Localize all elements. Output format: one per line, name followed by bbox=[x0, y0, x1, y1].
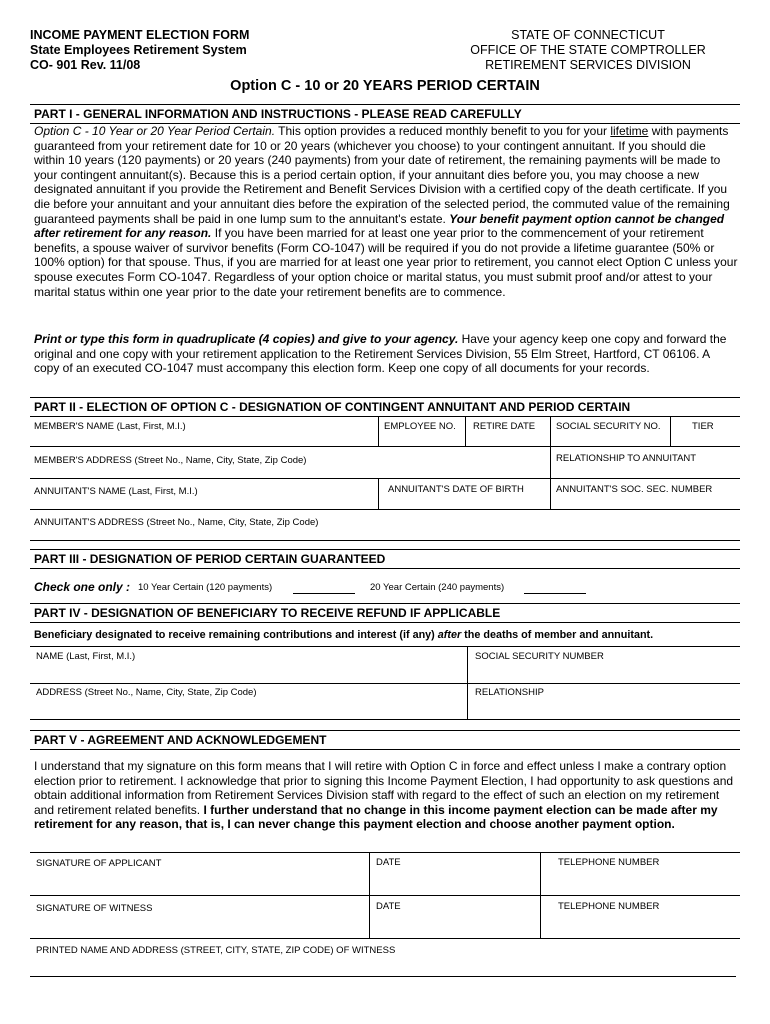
members-name-field[interactable]: MEMBER'S NAME (Last, First, M.I.) bbox=[34, 421, 186, 432]
form-id-block bbox=[30, 28, 249, 73]
part4-heading: PART IV - DESIGNATION OF BENEFICIARY TO RECEIVE REFUND IF APPLICABLE bbox=[30, 603, 740, 623]
check-one-label: Check one only : bbox=[34, 580, 131, 594]
annuitant-name-field[interactable]: ANNUITANT'S NAME (Last, First, M.I.) bbox=[34, 486, 198, 497]
beneficiary-text-a: Beneficiary designated to receive remaining contributions and interest (if any) bbox=[34, 629, 438, 641]
system-name: State Employees Retirement System bbox=[30, 43, 247, 57]
agreement-text-bold: I further understand that no change in this income payment election can be made after my retirement for any reason, that is, I can never change this payment election and choose another payment option. bbox=[34, 802, 718, 832]
option-c-lead: Option C - 10 Year or 20 Year Period Certain. bbox=[34, 124, 276, 138]
beneficiary-instruction bbox=[34, 629, 653, 641]
relationship-field[interactable]: RELATIONSHIP TO ANNUITANT bbox=[556, 453, 697, 464]
signature-witness-field[interactable]: SIGNATURE OF WITNESS bbox=[36, 903, 153, 914]
beneficiary-ssn-field[interactable]: SOCIAL SECURITY NUMBER bbox=[475, 651, 604, 662]
no-change-warning: Your benefit payment option cannot be changed after retirement for any reason. bbox=[34, 211, 725, 241]
part2-heading: PART II - ELECTION OF OPTION C - DESIGNATION OF CONTINGENT ANNUITANT AND PERIOD CERTAIN bbox=[30, 397, 740, 417]
annuitant-ssn-field[interactable]: ANNUITANT'S SOC. SEC. NUMBER bbox=[556, 484, 713, 495]
office-name: OFFICE OF THE STATE COMPTROLLER bbox=[470, 43, 706, 57]
p1-text-a: This option provides a reduced monthly benefit to you for your bbox=[275, 124, 611, 138]
telephone-applicant-field[interactable]: TELEPHONE NUMBER bbox=[558, 857, 660, 868]
option-10-year-blank[interactable] bbox=[293, 593, 355, 594]
members-address-field[interactable]: MEMBER'S ADDRESS (Street No., Name, City, State, Zip Code) bbox=[34, 455, 307, 466]
annuitant-dob-field[interactable]: ANNUITANT'S DATE OF BIRTH bbox=[388, 484, 524, 495]
option-20-year-label: 20 Year Certain (240 payments) bbox=[370, 582, 505, 593]
part1-paragraph-1 bbox=[34, 124, 738, 299]
part1-heading: PART I - GENERAL INFORMATION AND INSTRUCTIONS - PLEASE READ CAREFULLY bbox=[30, 104, 740, 124]
date-applicant-field[interactable]: DATE bbox=[376, 857, 401, 868]
p2-text: Have your agency keep one copy and forward the original and one copy with your retirement application to the Retirement Services Division, 55 Elm Street, Hartford, CT 06106. A copy of an executed CO-1047 must accompany this election form. Keep one copy of all documents for your records. bbox=[34, 332, 727, 376]
agreement-text bbox=[34, 759, 738, 832]
quadruplicate-instruction: Print or type this form in quadruplicate (4 copies) and give to your agency. bbox=[34, 332, 459, 346]
p1-text-c: If you have been married for at least one year prior to the commencement of your retirement benefits, a spouse waiver of survivor benefits (Form CO-1047) will be required if you do not provide a lifetime guarantee (50% or 100% option) for that spouse. Thus, if you are married for at least one year prior to retirement, you cannot elect Option C unless your spouse executes Form CO-1047. Regardless of your option choice or marital status, you must submit proof and/or attest to your marital status within one year prior to the date your retirement benefits are to commence. bbox=[34, 226, 738, 299]
after-word: after bbox=[437, 629, 462, 641]
beneficiary-name-field[interactable]: NAME (Last, First, M.I.) bbox=[36, 651, 136, 662]
part1-paragraph-2 bbox=[34, 332, 738, 376]
form-title: INCOME PAYMENT ELECTION FORM bbox=[30, 28, 250, 42]
ssn-field[interactable]: SOCIAL SECURITY NO. bbox=[556, 421, 661, 432]
beneficiary-relationship-field[interactable]: RELATIONSHIP bbox=[475, 687, 544, 698]
retire-date-field[interactable]: RETIRE DATE bbox=[473, 421, 536, 432]
agency-block bbox=[458, 28, 718, 73]
agreement-text-a: I understand that my signature on this form means that I will retire with Option C in force and effect unless I make a contrary option election prior to retirement. I acknowledge that prior to signing this Income Payment Election, I had opportunity to ask questions and obtain additional information from Retirement Services Division staff with regard to the effect of such an election on my retirement and retirement related benefits. bbox=[34, 759, 734, 817]
annuitant-address-field[interactable]: ANNUITANT'S ADDRESS (Street No., Name, City, State, Zip Code) bbox=[34, 517, 319, 528]
division-name: RETIREMENT SERVICES DIVISION bbox=[485, 58, 691, 72]
state-name: STATE OF CONNECTICUT bbox=[511, 28, 665, 42]
lifetime-word: lifetime bbox=[610, 124, 649, 138]
beneficiary-address-field[interactable]: ADDRESS (Street No., Name, City, State, Zip Code) bbox=[36, 687, 257, 698]
part5-heading: PART V - AGREEMENT AND ACKNOWLEDGEMENT bbox=[30, 730, 740, 750]
beneficiary-text-b: the deaths of member and annuitant. bbox=[461, 629, 654, 641]
part3-heading: PART III - DESIGNATION OF PERIOD CERTAIN GUARANTEED bbox=[30, 549, 740, 569]
form-revision: CO- 901 Rev. 11/08 bbox=[30, 58, 141, 72]
witness-printed-name-field[interactable]: PRINTED NAME AND ADDRESS (STREET, CITY, STATE, ZIP CODE) OF WITNESS bbox=[36, 945, 396, 956]
date-witness-field[interactable]: DATE bbox=[376, 901, 401, 912]
tier-field[interactable]: TIER bbox=[692, 421, 714, 432]
p1-text-b: with payments guaranteed from your retirement date for 10 or 20 years (whichever you choose) to your contingent annuitant. If you should die within 10 years (120 payments) or 20 years (240 payments) from your date of retirement, the remaining payments will be made to your contingent annuitant(s). Because this is a period certain option, if your annuitant dies before you, you may choose a new designated annuitant if you provide the Retirement and Benefit Services Division with a certified copy of the death certificate. If you die before your annuitant and your annuitant dies before the expiration of the selected period, the commuted value of the remaining guaranteed payments shall be paid in one lump sum to the annuitant's estate. bbox=[34, 124, 730, 226]
employee-no-field[interactable]: EMPLOYEE NO. bbox=[384, 421, 456, 432]
telephone-witness-field[interactable]: TELEPHONE NUMBER bbox=[558, 901, 660, 912]
signature-applicant-field[interactable]: SIGNATURE OF APPLICANT bbox=[36, 858, 162, 869]
option-20-year-blank[interactable] bbox=[524, 593, 586, 594]
page-title: Option C - 10 or 20 YEARS PERIOD CERTAIN bbox=[230, 78, 540, 94]
option-10-year-label: 10 Year Certain (120 payments) bbox=[138, 582, 273, 593]
